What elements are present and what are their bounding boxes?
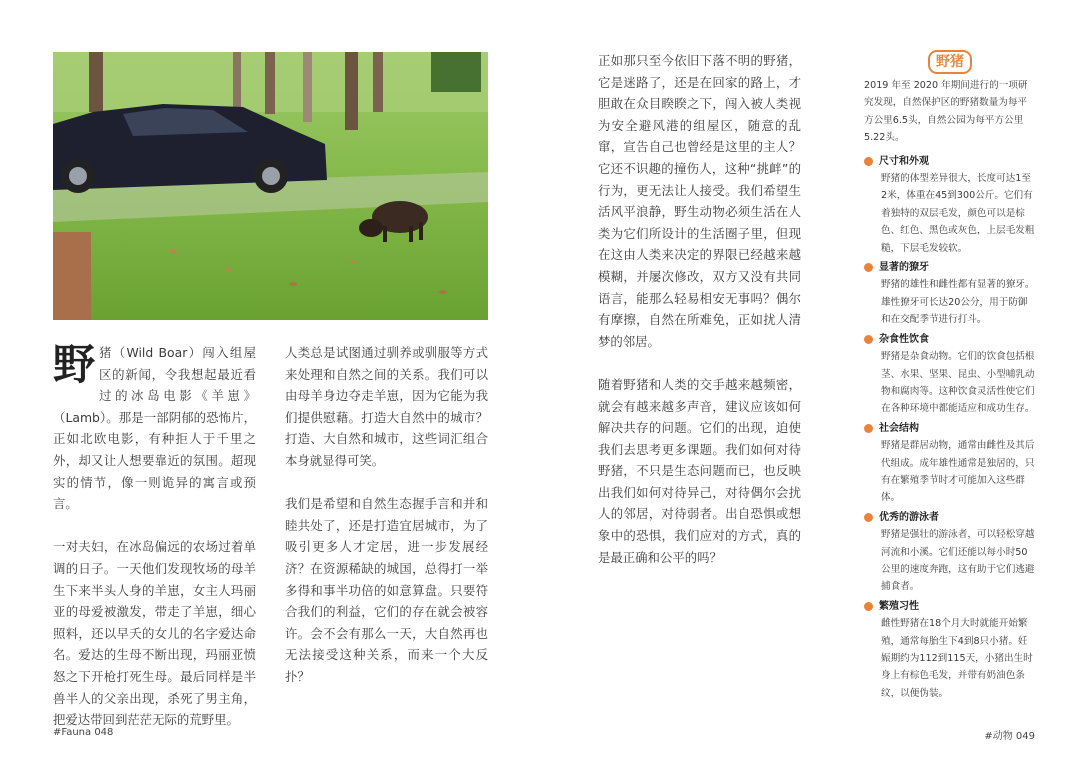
fact-heading (864, 420, 1036, 437)
fact-heading (864, 598, 1036, 615)
bullet-dot-icon (864, 157, 873, 166)
bullet-dot-icon (864, 602, 873, 611)
fact-heading-label: 显著的獠牙 (879, 262, 929, 274)
article-paragraph: 随着野猪和人类的交手越来越频密，就会有越来越多声音，建议应该如何解决共存的问题。它们的出现，迫使我们去思考更多课题。我们如何对待野猪，不只是生态问题而已，也反映出我们如何对待异己，对待偶尔会扰人的邻居，对待弱者。出自恐惧或想象中的恐惧，我们应对的方式，真的是最正确和公平的吗？ (598, 376, 801, 565)
fact-body: 野猪是杂食动物。它们的饮食包括根茎、水果、坚果、昆虫、小型哺乳动物和腐肉等。这种饮食灵活性使它们在各种环境中都能适应和成功生存。 (881, 351, 1035, 415)
drop-cap: 野 (53, 340, 96, 389)
fact-body: 野猪是强壮的游泳者，可以轻松穿越河流和小溪。它们还能以每小时50公里的速度奔跑，这有助于它们逃避捕食者。 (881, 529, 1035, 593)
article-paragraph: 正如那只至今依旧下落不明的野猪，它是迷路了，还是在回家的路上，才胆敢在众目睽睽之下，闯入被人类视为安全避风港的组屋区，随意的乱窜，宣告自己也曾经是这里的主人？它还不识趣的撞伤人，这种“挑衅”的行为，更无法让人接受。我们希望生活风平浪静，野生动物必须生活在人类为它们所设计的生活圈子里，但现在这由人类来决定的界限已经越来越模糊，并屡次修改，双方又没有共同语言，能那么轻易相安无事吗？偶尔有摩擦，自然在所难免，正如扰人清梦的邻居。 (598, 53, 801, 349)
article-column-1 (53, 342, 256, 731)
paragraph-text: 猪（Wild Boar）闯入组屋区的新闻，令我想起最近看过的冰岛电影《羊崽》（Lamb）。那是一部阴郁的恐怖片，正如北欧电影，有种拒人于千里之外，却又让人想要靠近的氛围。超现实的情节，像一则诡异的寓言或预言。 (53, 345, 256, 512)
fact-heading (864, 509, 1036, 526)
article-column-2 (285, 342, 488, 688)
fact-body: 野猪是群居动物，通常由雌性及其后代组成。成年雄性通常是独居的，只有在繁殖季节时才可能加入这些群体。 (881, 440, 1035, 504)
fact-sidebar (864, 50, 1036, 703)
fact-heading-label: 社会结构 (879, 422, 919, 434)
fact-heading-label: 尺寸和外观 (879, 155, 929, 167)
bullet-dot-icon (864, 424, 873, 433)
article-paragraph: 人类总是试图通过驯养或驯服等方式来处理和自然之间的关系。我们可以由母羊身边夺走羊崽，因为它能为我们提供慰藉。打造大自然中的城市？打造、大自然和城市，这些词汇组合本身就显得可笑。 (285, 345, 488, 468)
fact-body: 野猪的体型差异很大，长度可达1至2米，体重在45到300公斤。它们有着独特的双层毛发，颜色可以是棕色、红色、黑色或灰色，上层毛发粗糙，下层毛发较软。 (881, 173, 1035, 254)
bullet-dot-icon (864, 263, 873, 272)
footer-right-page-number: #动物 049 (984, 731, 1035, 742)
footer-left-page-number: #Fauna 048 (53, 727, 114, 738)
fact-body: 野猪的雄性和雌性都有显著的獠牙。雄性獠牙可长达20公分，用于防御和在交配季节进行打斗。 (881, 279, 1035, 326)
fact-heading-label: 优秀的游泳者 (879, 511, 939, 523)
fact-heading (864, 153, 1036, 170)
article-column-3 (598, 50, 801, 568)
wild-boar-photo (53, 52, 488, 320)
fact-heading-label: 繁殖习性 (879, 600, 919, 612)
sidebar-title: 野猪 (928, 50, 972, 74)
fact-heading-label: 杂食性饮食 (879, 333, 929, 345)
sidebar-title-wrap (864, 50, 1036, 74)
article-paragraph (53, 342, 256, 515)
article-paragraph: 我们是希望和自然生态握手言和并和睦共处了，还是打造宜居城市，为了吸引更多人才定居，进一步发展经济？在资源稀缺的城国，总得打一举多得和事半功倍的如意算盘。只要符合我们的利益，它们的存在就会被容许。会不会有那么一天，大自然再也无法接受这种关系，而来一个大反扑？ (285, 496, 488, 684)
fact-body: 雌性野猪在18个月大时就能开始繁殖，通常每胎生下4到8只小猪。妊娠期约为112到115天，小猪出生时身上有棕色毛发，并带有奶油色条纹，以便伪装。 (881, 618, 1033, 699)
fact-heading (864, 259, 1036, 276)
bullet-dot-icon (864, 335, 873, 344)
bullet-dot-icon (864, 513, 873, 522)
article-paragraph: 一对夫妇，在冰岛偏远的农场过着单调的日子。一天他们发现牧场的母羊生下来半头人身的羊崽，女主人玛丽亚的母爱被激发，带走了羊崽，细心照料，还以早夭的女儿的名字爱达命名。爱达的生母不断出现，玛丽亚愤怒之下开枪打死生母。最后同样是半兽半人的父亲出现，杀死了男主角，把爱达带回到茫茫无际的荒野里。 (53, 539, 256, 728)
sidebar-intro: 2019 年至 2020 年期间进行的一项研究发现，自然保护区的野猪数量为每平方公里6.5头，自然公园为每平方公里5.22头。 (864, 80, 1028, 144)
fact-heading (864, 331, 1036, 348)
